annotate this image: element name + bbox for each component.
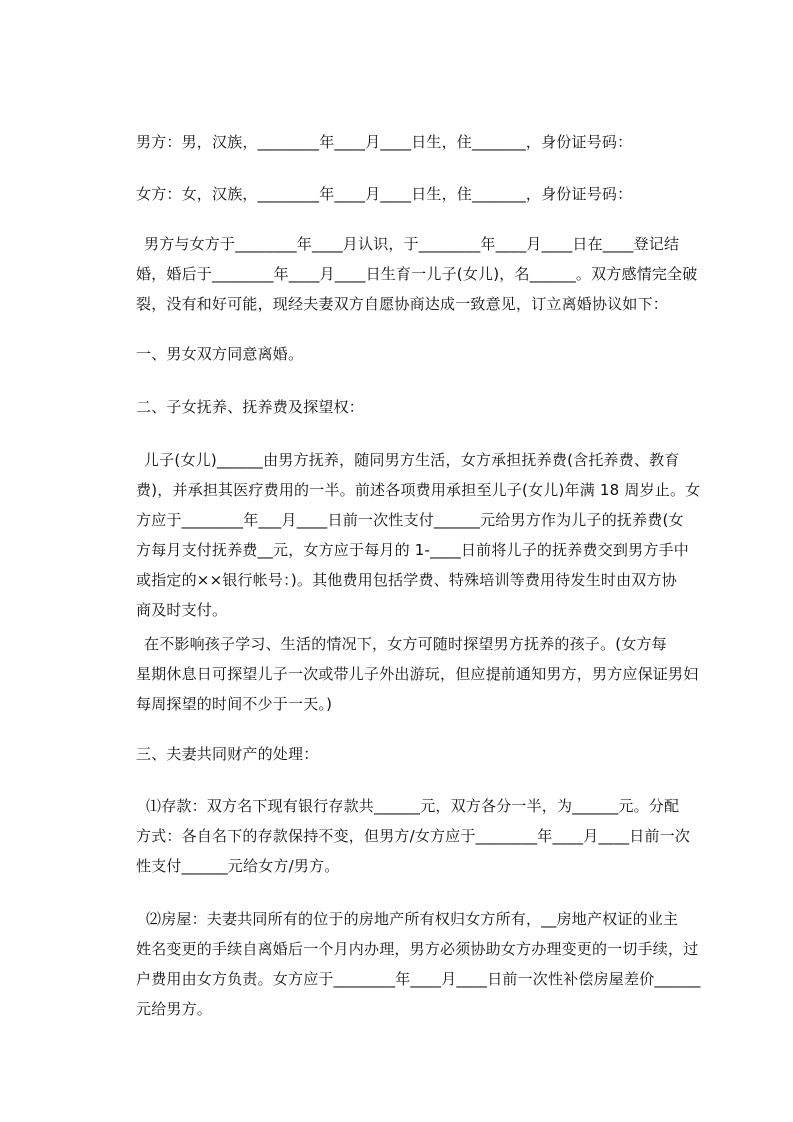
custody-line: 费)，并承担其医疗费用的一半。前述各项费用承担至儿子(女儿)年满 18 周岁止。女 xyxy=(136,481,701,499)
visitation-line: 每周探望的时间不少于一天。) xyxy=(136,695,333,713)
custody-line: 或指定的××银行帐号：)。其他费用包括学费、特殊培训等费用待发生时由双方协 xyxy=(136,571,677,589)
house-line: 户费用由女方负责。女方应于________年____月____日前一次性补偿房屋差价______ xyxy=(136,970,701,988)
intro-line: 婚，婚后于________年____月____日生育一儿子(女儿)，名______。双方感情完全破 xyxy=(136,265,698,283)
section-3-heading: 三、夫妻共同财产的处理： xyxy=(136,745,319,763)
house-line: 元给男方。 xyxy=(136,1000,213,1018)
section-1-heading: 一、男女双方同意离婚。 xyxy=(136,345,304,363)
custody-paragraph xyxy=(136,445,708,625)
custody-line: 方应于________年___月____日前一次性支付______元给男方作为儿子的抚养费(女 xyxy=(136,511,684,529)
visitation-paragraph xyxy=(136,629,708,719)
section-2-heading: 二、子女抚养、抚养费及探望权： xyxy=(136,398,365,416)
custody-line: 儿子(女儿)______由男方抚养，随同男方生活，女方承担抚养费(含托养费、教育 xyxy=(144,451,680,469)
deposits-line: ⑴存款：双方名下现有银行存款共______元，双方各分一半，为______元。分配 xyxy=(146,797,680,815)
woman-info-line: 女方：女，汉族，________年____月____日生，住_______，身份证号码： xyxy=(136,185,633,203)
visitation-line: 星期休息日可探望儿子一次或带儿子外出游玩，但应提前通知男方，男方应保证男妇 xyxy=(136,665,699,683)
visitation-line: 在不影响孩子学习、生活的情况下，女方可随时探望男方抚养的孩子。(女方每 xyxy=(144,635,667,653)
custody-line: 商及时支付。 xyxy=(136,601,228,619)
intro-line: 裂，没有和好可能，现经夫妻双方自愿协商达成一致意见，订立离婚协议如下： xyxy=(136,295,669,313)
house-paragraph xyxy=(136,904,708,1024)
house-line: ⑵房屋：夫妻共同所有的位于的房地产所有权归女方所有，__房地产权证的业主 xyxy=(146,910,679,928)
deposits-paragraph xyxy=(136,791,708,881)
custody-line: 方每月支付抚养费__元，女方应于每月的 1-____日前将儿子的抚养费交到男方手中 xyxy=(136,541,689,559)
man-info-line: 男方：男，汉族，________年____月____日生，住_______，身份证号码： xyxy=(136,133,633,151)
intro-paragraph xyxy=(136,229,708,319)
deposits-line: 方式：各自名下的存款保持不变，但男方/女方应于________年____月____日前一次 xyxy=(136,827,691,845)
house-line: 姓名变更的手续自离婚后一个月内办理，男方必须协助女方办理变更的一切手续，过 xyxy=(136,940,699,958)
intro-line: 男方与女方于________年____月认识，于________年____月____日在____登记结 xyxy=(144,235,680,253)
deposits-line: 性支付______元给女方/男方。 xyxy=(136,857,340,875)
